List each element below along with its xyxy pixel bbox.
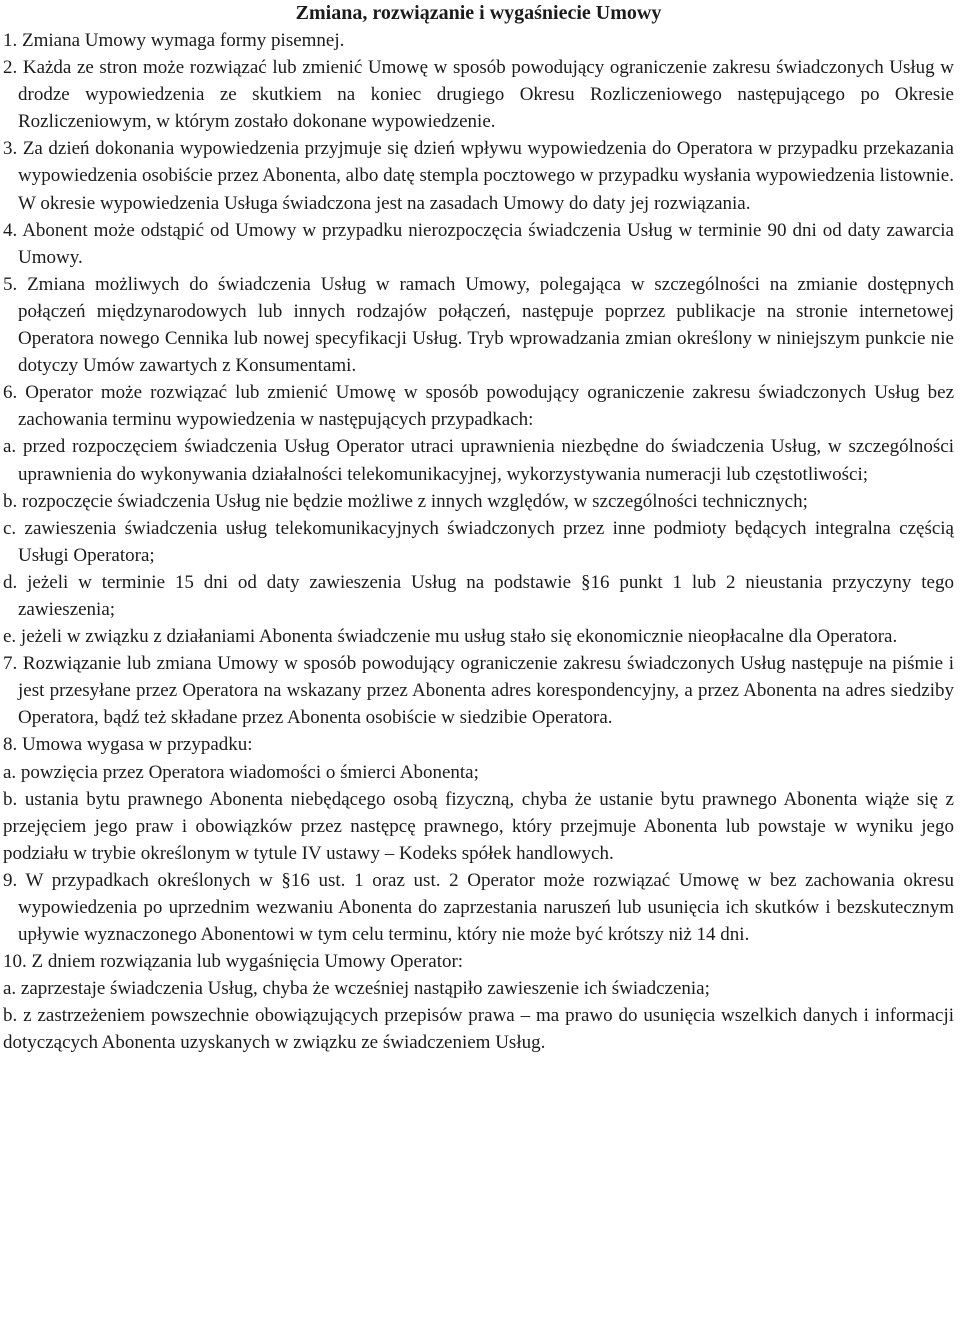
paragraph-5: 5. Zmiana możliwych do świadczenia Usług w ramach Umowy, polegająca w szczególności na zmianie dostępnych połączeń międzynarodowych lub innych rodzajów połączeń, następuje poprzez publikacje na stronie internetowej Operatora nowego Cennika lub nowej specyfikacji Usług. Tryb wprowadzania zmian określony w niniejszym punkcie nie dotyczy Umów zawartych z Konsumentami. xyxy=(3,273,954,377)
paragraph-6: 6. Operator może rozwiązać lub zmienić Umowę w sposób powodujący ograniczenie zakresu świadczonych Usług bez zachowania terminu wypowiedzenia w następujących przypadkach: xyxy=(3,382,954,431)
paragraph-6d: d. jeżeli w terminie 15 dni od daty zawieszenia Usług na podstawie §16 punkt 1 lub 2 nieustania przyczyny tego zawieszenia; xyxy=(3,571,954,620)
paragraph-4: 4. Abonent może odstąpić od Umowy w przypadku nierozpoczęcia świadczenia Usług w terminie 90 dni od daty zawarcia Umowy. xyxy=(3,219,954,268)
paragraph-6b: b. rozpoczęcie świadczenia Usług nie będzie możliwe z innych względów, w szczególności technicznych; xyxy=(3,490,808,512)
document-title: Zmiana, rozwiązanie i wygaśniecie Umowy xyxy=(295,2,662,24)
paragraph-10a: a. zaprzestaje świadczenia Usług, chyba że wcześniej nastąpiło zawieszenie ich świadczenia; xyxy=(3,978,710,1000)
paragraph-2: 2. Każda ze stron może rozwiązać lub zmienić Umowę w sposób powodujący ograniczenie zakresu świadczonych Usług w drodze wypowiedzenia ze skutkiem na koniec drugiego Okresu Rozliczeniowego następującego po Okresie Rozliczeniowym, w którym zostało dokonane wypowiedzenie. xyxy=(3,57,954,133)
paragraph-6e: e. jeżeli w związku z działaniami Abonenta świadczenie mu usług stało się ekonomicznie nieopłacalne dla Operatora. xyxy=(3,626,898,648)
paragraph-9: 9. W przypadkach określonych w §16 ust. 1 oraz ust. 2 Operator może rozwiązać Umowę w bez zachowania okresu wypowiedzenia po uprzednim wezwaniu Abonenta do zaprzestania naruszeń lub usunięcia ich skutków i bezskutecznym upływie wyznaczonego Abonentowi w tym celu terminu, który nie może być krótszy niż 14 dni. xyxy=(3,869,954,946)
paragraph-8a: a. powzięcia przez Operatora wiadomości o śmierci Abonenta; xyxy=(3,761,479,783)
paragraph-6a: a. przed rozpoczęciem świadczenia Usług Operator utraci uprawnienia niezbędne do świadczenia Usług, w szczególności uprawnienia do wykonywania działalności telekomunikacyjnej, wykorzystywania numeracji lub częstotliwości; xyxy=(3,436,954,485)
paragraph-8b: b. ustania bytu prawnego Abonenta niebędącego osobą fizyczną, chyba że ustanie bytu prawnego Abonenta wiąże się z przejęciem jego praw i obowiązków przez następcę prawnego, który przejmuje Abonenta lub powstaje w wyniku jego podziału w trybie określonym w tytule IV ustawy – Kodeks spółek handlowych. xyxy=(3,788,954,864)
paragraph-7: 7. Rozwiązanie lub zmiana Umowy w sposób powodujący ograniczenie zakresu świadczonych Usług następuje na piśmie i jest przesyłane przez Operatora na wskazany przez Abonenta adres korespondencyjny, a przez Abonenta na adres siedziby Operatora, bądź też składane przez Abonenta osobiście w siedzibie Operatora. xyxy=(3,653,954,729)
paragraph-10: 10. Z dniem rozwiązania lub wygaśnięcia Umowy Operator: xyxy=(3,951,464,973)
paragraph-3: 3. Za dzień dokonania wypowiedzenia przyjmuje się dzień wpływu wypowiedzenia do Operatora w przypadku przekazania wypowiedzenia osobiście przez Abonenta, albo datę stempla pocztowego w przypadku wysłania wypowiedzenia listownie. W okresie wypowiedzenia Usługa świadczona jest na zasadach Umowy do daty jej rozwiązania. xyxy=(3,138,954,214)
paragraph-10b: b. z zastrzeżeniem powszechnie obowiązujących przepisów prawa – ma prawo do usunięcia wszelkich danych i informacji dotyczących Abonenta uzyskanych w związku ze świadczeniem Usług. xyxy=(3,1005,954,1054)
paragraph-8: 8. Umowa wygasa w przypadku: xyxy=(3,734,253,756)
document-body xyxy=(3,27,954,1057)
paragraph-1: 1. Zmiana Umowy wymaga formy pisemnej. xyxy=(3,30,345,51)
paragraph-6c: c. zawieszenia świadczenia usług telekomunikacyjnych świadczonych przez inne podmioty będących integralna częścią Usługi Operatora; xyxy=(3,517,954,566)
